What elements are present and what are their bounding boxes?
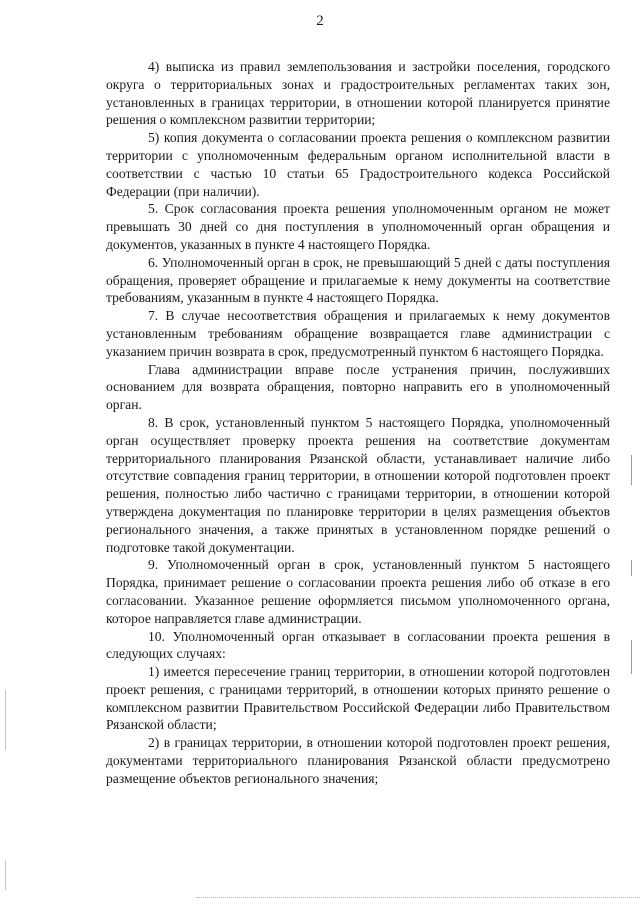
scan-bottom-rule	[196, 897, 640, 898]
paragraph: 7. В случае несоответствия обращения и прилагаемых к нему документов установленным требованиям обращение возвращается главе администрации с указанием причин возврата в срок, предусмотренный пунктом 6 настоящего Порядка.	[106, 308, 610, 359]
paragraph: 10. Уполномоченный орган отказывает в согласовании проекта решения в следующих случаях:	[106, 628, 610, 662]
paragraph: 9. Уполномоченный орган в срок, установленный пунктом 5 настоящего Порядка, принимает решение о согласовании проекта решения либо об отказе в его согласовании. Указанное решение оформляется письмом уполномоченного органа, которое направляется главе администрации.	[106, 557, 610, 626]
document-body	[106, 58, 610, 788]
paragraph: 6. Уполномоченный орган в срок, не превышающий 5 дней с даты поступления обращения, проверяет обращение и прилагаемые к нему документы на соответствие требованиям, указанным в пункте 4 настоящего Порядка.	[106, 254, 610, 306]
scan-margin-mark	[631, 455, 632, 485]
scan-margin-mark	[5, 690, 6, 750]
paragraph: 5. Срок согласования проекта решения уполномоченным органом не может превышать 30 дней со дня поступления в уполномоченный орган обращения и документов, указанных в пункте 4 настоящего Порядка.	[106, 201, 610, 252]
paragraph: 2) в границах территории, в отношении которой подготовлен проект решения, документами территориального планирования Рязанской области предусмотрено размещение объектов регионального значения;	[106, 735, 610, 786]
scan-margin-mark	[631, 560, 632, 576]
paragraph: 4) выписка из правил землепользования и застройки поселения, городского округа о территориальных зонах и градостроительных регламентах таких зон, установленных в границах территории, в отношении которой планируется принятие решения о комплексном развитии территории;	[106, 59, 610, 128]
scan-margin-mark	[5, 860, 6, 890]
paragraph: 1) имеется пересечение границ территории, в отношении которой подготовлен проект решения, с границами территорий, в отношении которых принято решение о комплексном развитии Правительством Российской Федерации либо Правительством Рязанской области;	[106, 664, 610, 733]
paragraph: 8. В срок, установленный пунктом 5 настоящего Порядка, уполномоченный орган осуществляет проверку проекта решения на соответствие документам территориального планирования Рязанской области, устанавливает наличие либо отсутствие совпадения границ территории, в отношении которой подготовлен проект решения, полностью либо частично с границами территории, в отношении которой утверждена документация по планировке территории в целях размещения объектов регионального значения, а также принятых в установленном порядке решений о подготовке такой документации.	[106, 414, 610, 555]
scan-margin-mark	[631, 640, 632, 674]
page-number: 2	[316, 13, 324, 29]
paragraph: Глава администрации вправе после устранения причин, послуживших основанием для возврата обращения, повторно направить его в уполномоченный орган.	[106, 361, 610, 413]
paragraph: 5) копия документа о согласовании проекта решения о комплексном развитии территории с уполномоченным федеральным органом исполнительной власти в соответствии с частью 10 статьи 65 Градостроительного кодекса Российской Федерации (при наличии).	[106, 130, 610, 199]
